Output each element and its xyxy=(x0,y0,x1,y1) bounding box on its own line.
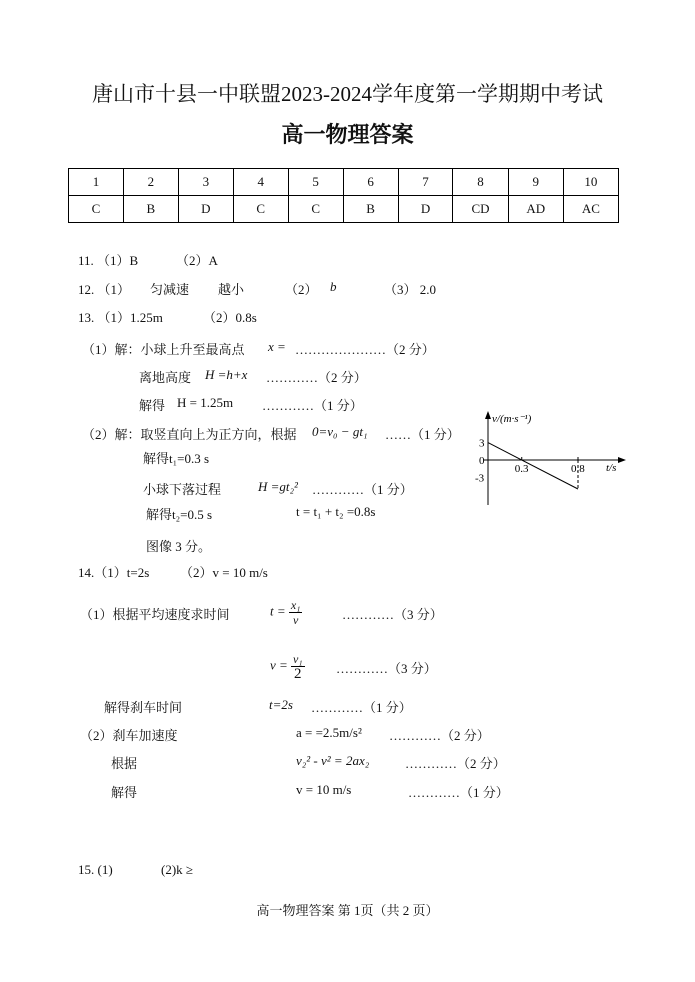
q14-step2-formula xyxy=(270,652,305,681)
q12-part2-label: （2） xyxy=(285,282,318,297)
q13-step1-points: …………………（2 分） xyxy=(295,342,435,357)
x-axis-label: t/s xyxy=(606,462,617,474)
q14-step1-points: …………（3 分） xyxy=(342,607,443,622)
q13-part2: （2）0.8s xyxy=(203,310,257,325)
q13-step5: 解得t₁=0.3 s xyxy=(143,451,210,466)
q14-part2: （2）v = 10 m/s xyxy=(180,565,268,580)
denominator: v xyxy=(292,613,299,627)
denominator: 2 xyxy=(294,666,302,682)
q12-label: 12. （1） xyxy=(78,282,131,297)
q13-step7-formula: t = t₁ + t₂ =0.8s xyxy=(296,504,376,519)
question-number-cell: 3 xyxy=(178,169,233,196)
q11-part2: （2）A xyxy=(176,253,218,268)
q13-step2: 离地高度 xyxy=(139,370,192,385)
question-number-cell: 1 xyxy=(69,169,124,196)
question-number-cell: 2 xyxy=(123,169,178,196)
question-number-cell: 6 xyxy=(343,169,398,196)
q13-step3-points: …………（1 分） xyxy=(262,398,363,413)
q13-step4-points: ……（1 分） xyxy=(385,427,460,442)
lhs: v = xyxy=(270,657,288,673)
answer-cell: AC xyxy=(563,196,618,223)
q14-step2-points: …………（3 分） xyxy=(336,661,437,676)
y-tick-label: -3 xyxy=(475,472,485,485)
page-title: 高一物理答案 xyxy=(281,123,414,148)
q14-step1-formula xyxy=(270,598,302,627)
question-number-cell: 4 xyxy=(233,169,288,196)
q13-step1-formula: x = xyxy=(268,339,286,354)
q14-step3: 解得刹车时间 xyxy=(104,700,183,715)
q13-part1: 13. （1）1.25m xyxy=(78,310,163,325)
answer-cell: B xyxy=(123,196,178,223)
velocity-time-graph xyxy=(450,405,640,510)
answer-cell: C xyxy=(288,196,343,223)
q13-step6-formula: H =gt₂² xyxy=(258,479,298,494)
answer-cell: B xyxy=(343,196,398,223)
question-number-cell: 9 xyxy=(508,169,563,196)
answer-row xyxy=(69,196,619,223)
q14-step5-points: …………（2 分） xyxy=(405,756,506,771)
question-number-cell: 7 xyxy=(398,169,453,196)
q13-step2-points: …………（2 分） xyxy=(266,370,367,385)
q14-part1: 14.（1）t=2s xyxy=(78,565,150,580)
y-axis-arrow xyxy=(485,411,491,419)
q14-step6-points: …………（1 分） xyxy=(408,785,509,800)
numerator: x₁ xyxy=(290,598,301,612)
q14-step4-points: …………（2 分） xyxy=(389,728,490,743)
answer-table xyxy=(68,168,619,223)
question-number-row xyxy=(69,169,619,196)
q14-step5-formula: v₂² - v² = 2ax₂ xyxy=(296,753,370,768)
question-number-cell: 8 xyxy=(453,169,508,196)
y-tick-label: 3 xyxy=(479,437,485,450)
q13-step7: 解得t₂=0.5 s xyxy=(146,507,213,522)
answer-cell: C xyxy=(233,196,288,223)
answer-cell: C xyxy=(69,196,124,223)
answer-cell: CD xyxy=(453,196,508,223)
q13-step8: 图像 3 分。 xyxy=(146,539,212,554)
q13-step3: 解得 xyxy=(139,398,166,413)
q13-step3-formula: H = 1.25m xyxy=(177,395,234,410)
q12-part3: （3） 2.0 xyxy=(384,282,437,297)
q13-step2-formula: H =h+x xyxy=(205,367,248,382)
question-number-cell: 5 xyxy=(288,169,343,196)
q14-step4-formula: a = =2.5m/s² xyxy=(296,725,362,740)
q13-step4-formula: 0=v₀ − gt₁ xyxy=(312,424,368,439)
q14-step3-points: …………（1 分） xyxy=(311,700,412,715)
numerator: v₁ xyxy=(293,652,303,666)
q13-step1: （1）解：小球上升至最高点 xyxy=(82,342,245,357)
answer-cell: D xyxy=(398,196,453,223)
q11-part1: 11. （1）B xyxy=(78,253,139,268)
q12-answer-d: b xyxy=(330,279,337,294)
x-tick-label: 0.8 xyxy=(571,463,585,475)
x-tick-label: 0.3 xyxy=(514,463,529,475)
question-number-cell: 10 xyxy=(563,169,618,196)
answer-cell: D xyxy=(178,196,233,223)
exam-title: 唐山市十县一中联盟2023-2024学年度第一学期期中考试 xyxy=(92,82,603,106)
q14-step6-formula: v = 10 m/s xyxy=(296,782,352,797)
q15-part2: (2)k ≥ xyxy=(161,862,194,877)
y-axis-label: v/(m·s⁻¹) xyxy=(492,413,532,425)
q13-step6-points: …………（1 分） xyxy=(312,482,413,497)
q14-step4: （2）刹车加速度 xyxy=(80,728,178,743)
q13-step4: （2）解：取竖直向上为正方向，根据 xyxy=(82,427,297,442)
q13-step6: 小球下落过程 xyxy=(143,482,222,497)
q12-answer-a: 匀减速 xyxy=(150,282,190,297)
answer-cell: AD xyxy=(508,196,563,223)
q14-step6: 解得 xyxy=(111,785,138,800)
lhs: t = xyxy=(270,603,286,619)
velocity-line xyxy=(488,443,578,489)
y-tick-label: 0 xyxy=(479,455,485,467)
q15-part1: 15. (1) xyxy=(78,862,113,877)
q14-step1: （1）根据平均速度求时间 xyxy=(80,607,230,622)
q14-step5: 根据 xyxy=(111,756,138,771)
q12-answer-b: 越小 xyxy=(218,282,245,297)
page-footer: 高一物理答案 第 1页（共 2 页） xyxy=(256,903,439,918)
q14-step3-formula: t=2s xyxy=(269,697,293,712)
x-axis-arrow xyxy=(618,457,626,463)
